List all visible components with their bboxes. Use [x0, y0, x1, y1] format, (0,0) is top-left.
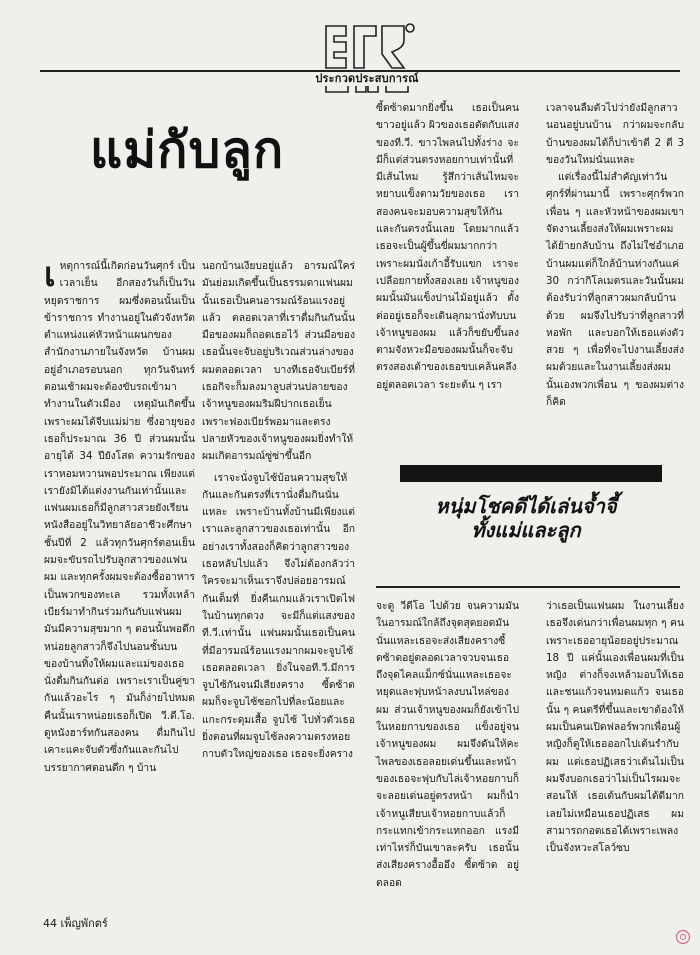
- column-4-paragraph-2: แต่เรื่องนี้ไม่สำคัญเท่าวันศุกร์ที่ผ่านมานี้ เพราะศุกร์พวกเพื่อน ๆ และหัวหน้าของผมเขาจัดงานเลี้ยงส่งให้ผมเพราะผมได้ย้ายกลับบ้าน ถึงไม่ใช่อำเภอบ้านผมแต่ก็ใกล้บ้านห่างกันแค่ 30 กว่ากิโลเมตรและวันนั้นผมต้องรับว่าที่ลูกสาวผมกลับบ้านด้วย ผมจึงไปรับว่าที่ลูกสาวที่หอพัก และบอกให้เธอแต่งตัวสวย ๆ เพื่อที่จะไปงานเลี้ยงส่งผมด้วยและในงานเลี้ยงส่งผมนั้นเองพวกเพื่อน ๆ ของผมต่างก็คิด: [546, 171, 684, 409]
- column-1-text: หตุการณ์นี้เกิดก่อนวันศุกร์ เป็นเวลาเย็น อีกสองวันก็เป็นวันหยุดราชการ ผมซึ่งตอนนั้นเป็นข้าราชการ ทำงานอยู่ในตัวจังหวัด ตำแหน่งแค่หัวหน้าแผนกของสำนักงานภายในจังหวัด บ้านผมอยู่อำเภอรอบนอก ทุกวันจันทร์ตอนเช้าผมจะต้องขับรถเข้ามาทำงานในตัวเมือง เหตุมันเกิดขึ้นเพราะผมได้จีบแม่ม่าย ซึ่งอายุของเธอก็ประมาณ 36 ปี ส่วนผมนั้นอายุได้ 34 ปียังโสด ความรักของเราหอมหวานพอประมาณ เพียงแต่เรายังมิได้แต่งงานกันเท่านั้นและแฟนผมเธอก็มีลูกสาวสวยยังเรียนหนังสืออยู่ในวิทยาลัยอาชีวะศึกษาชั้นปีที่ 2 แล้วทุกวันศุกร์ตอนเย็น ผมจะขับรถไปรับลูกสาวของแฟนผม และทุกครั้งผมจะต้องซื้ออาหารเป็นพวกของทะเล รวมทั้งเหล้าเบียร์มาทำกินร่วมกันกับแฟนผม มันมีความสุขมาก ๆ ตอนนั้นพอดึกหน่อยลูกสาวก็จึงไปนอนชั้นบนของบ้านทิ้งให้ผมและแม่ของเธอนั่งดื่มกินกันต่อ เพราะเราเป็นคู่ขากันแล้วอะไร ๆ มันก็ง่ายไปหมด คืนนั้นเราหน่อยเธอก็เปิด วี.ดี.โอ. ดูหนังฮาร์ทกันสองคน ดื่มกินไปเคาะแคะจับตัวซึ่งกันและกันไปบรรยากาศตอนดึก ๆ บ้าน: [44, 260, 195, 774]
- page-folio: 44 เพ็ญพักตร์: [43, 917, 108, 930]
- section-logo-mark: [318, 18, 428, 100]
- column-6-text: ว่าเธอเป็นแฟนผม ในงานเลี้ยงเธอจึงเด่นกว่าเพื่อนผมทุก ๆ คน เพราะเธออายุน้อยอยู่ประมาณ 18 ปี แค่นั้นเองเพื่อนผมที่เป็นหญิง ต่างก็จงเหล้ามอบให้เธอและชนแก้วจนหมดแก้ว จนเธอนั้น ๆ คนตรีที่ขึ้นและเขาต้องให้ผมเป็นคนเปิดฟลอร์พวกเพื่อนผู้หญิงก็ดูให้เธอออกไปเต้นรำกับผม แต่เธอปฏิเสธว่าเต้นไม่เป็น ผมจึงบอกเธอว่าไม่เป็นไรผมจะสอนให้ เธอเต้นกับผมได้ดีมากเลยไม่เหมือนเธอปฏิเสธ ผมสามารถกอดเธอได้เพราะเพลงเป็นจังหวะสโลว์ซบ: [546, 600, 684, 855]
- column-5-text: จะดู วีดีโอ ไปด้วย จนความมันในอารมณ์ใกล้ถึงจุดสุดยอดมันนั่นแหละเธอจะส่งเสียงครางซี้ดซ้าดอยู่ตลอดเวลาจวบจนเธอถึงจุดไคลแม็กซ์นั่นแหละเธอจะหยุดและฟุบหน้าลงบนไหล่ของผม ส่วนเจ้าหนูของผมก็ยังเข้าไปในหอยกาบของเธอ แข็งอยู่จนเจ้าหนูของผม ผมจึงดันให้คะไพลของเธอลอยเด่นขึ้นและหน้าของเธอจะฟุบกับไล่เจ้าหอยกาบก็จะลอยเด่นอยู่ตรงหน้า ผมก็นำเจ้าหนูเสียบเจ้าหอยกาบแล้วก็กระแทกเข้ากระแทกออก แรงมีเท่าไหร่ก็บันเขาละครับ เธอนั้นส่งเสียงครางอื้ออึง ซี้ดซ้าด อยู่ตลอด: [376, 600, 520, 889]
- subhead-line-1: หนุ่มโชคดีได้เล่นจ้ำจี้: [435, 494, 617, 518]
- column-3-text: ซี้ดซ้าดมากยิ่งขึ้น เธอเป็นคนขาวอยู่แล้ว ผิวของเธอตัดกับแสงของที.วี. ขาวไพลนไปทั้งร่าง จะมีก็แต่ส่วนตรงหอยกาบเท่านั้นที่มีเส้นไหม รู้สึกว่าเส้นไหมจะหยาบแข็งตามวัยของเธอ เราสองคนจะมอบความสุขให้กันและกันตรงนั้นเลย โดยมากแล้วเธอจะเป็นผู้ขึ้นขี่ผมมากกว่า เพราะผมนั่งเก้าอี้รับแขก เราจะเปลือยกายทั้งสองเลย เจ้าหนูของผมนั้นมันแข็งปานไม้อยู่แล้ว ตั้งต่ออยู่เธอก็จะเดินลุกมานั่งทับบนเจ้าหนูของผม แล้วก็ขยับขึ้นลงตามจังหวะมือของผมนั้นก็จะจับตรงสองเต้าของเธอขบเคล้นคลึงอยู่ตลอดเวลา ระยะต้น ๆ เรา: [376, 102, 519, 391]
- subhead-rule: [376, 586, 680, 588]
- column-2-paragraph-2: เราจะนั่งจูบไซ้บ้อนความสุขให้กันและกันตรงที่เรานั่งดื่มกินนั่นแหละ เพราะบ้านทั้งบ้านมีเพียงแต่เราและลูกสาวของเธอเท่านั้น อีกอย่างเราทั้งสองก็คิดว่าลูกสาวของเธอหลับไปแล้ว จึงไม่ต้องกลัวว่าใครจะมาเห็นเราจึงปล่อยอารมณ์กันเต็มที่ ยิ่งคืนเกมแล้วเราเปิดไฟในบ้านทุกดวง จะมีก็แต่แสงของ ที.วี.เท่านั้น แฟนผมนั้นเธอเป็นคนที่มีอารมณ์ร้อนแรงมากผมจะจูบไซ้เธอตลอดเวลา ยิ่งในจอที.วี.มีการจูบไซ้กันจนมีเสียงคราง ซี้ดซ้าด ผมก็จะจูบไซ้ซอกไปที่ละน้อยและแกะกระดุมเสื้อ จูบไซ้ ไปทั่วตัวเธอ ยิ่งตอนที่ผมจูบไซ้ลงความตรงหอยกาบตัวใหญ่ของเธอ เธอจะยิ่งคราง: [202, 471, 355, 761]
- article-column-3: [376, 100, 519, 394]
- article-column-6: [546, 598, 684, 857]
- section-label: ประกวดประสบการณ์: [282, 72, 452, 86]
- subhead: [376, 494, 676, 542]
- article-column-2: [202, 258, 355, 764]
- article-headline: แม่กับลูก: [90, 120, 285, 179]
- column-2-paragraph-1: นอกบ้านเงียบอยู่แล้ว อารมณ์ใคร่มันย่อมเกิดขึ้นเป็นธรรมดาแฟนผมนั้นเธอเป็นคนอารมณ์ร้อนแรงอยู่แล้ว ตลอดเวลาที่เราดื่มกินกันนั้น มือของผมก็ถอดเธอไว้ ส่วนมือของเธอนั้นจะจับอยู่บริเวณส่วนล่างของผมตลอดเวลา บางทีเธอจับเบียร์ที่เธอกิจะก็มลงมาลูบส่วนปลายของเจ้าหนูของผมริมฝีปากเธอเย็นเพราะฟองเบียร์พอมาและตรงปลายหัวของเจ้าหนูของผมยิ่งทำให้ผมเกิดอารมณ์ซู่ซ่าขึ้นอีก: [202, 260, 355, 463]
- article-column-5: [376, 598, 519, 892]
- column-4-paragraph-1: เวลาจนลืมตัวไปว่ายังมีลูกสาวนอนอยู่บนบ้าน กว่าผมจะกลับบ้านของผมได้ก็ปาเข้าตี 2 ตี 3 ของวันใหม่นั่นแหละ: [546, 102, 684, 166]
- article-column-1: [44, 255, 195, 777]
- corner-stamp-icon: [675, 929, 691, 945]
- article-column-4: [546, 100, 684, 411]
- subhead-bar: [400, 465, 662, 482]
- drop-cap: เ: [44, 255, 56, 295]
- subhead-line-2: ทั้งแม่และลูก: [471, 518, 581, 542]
